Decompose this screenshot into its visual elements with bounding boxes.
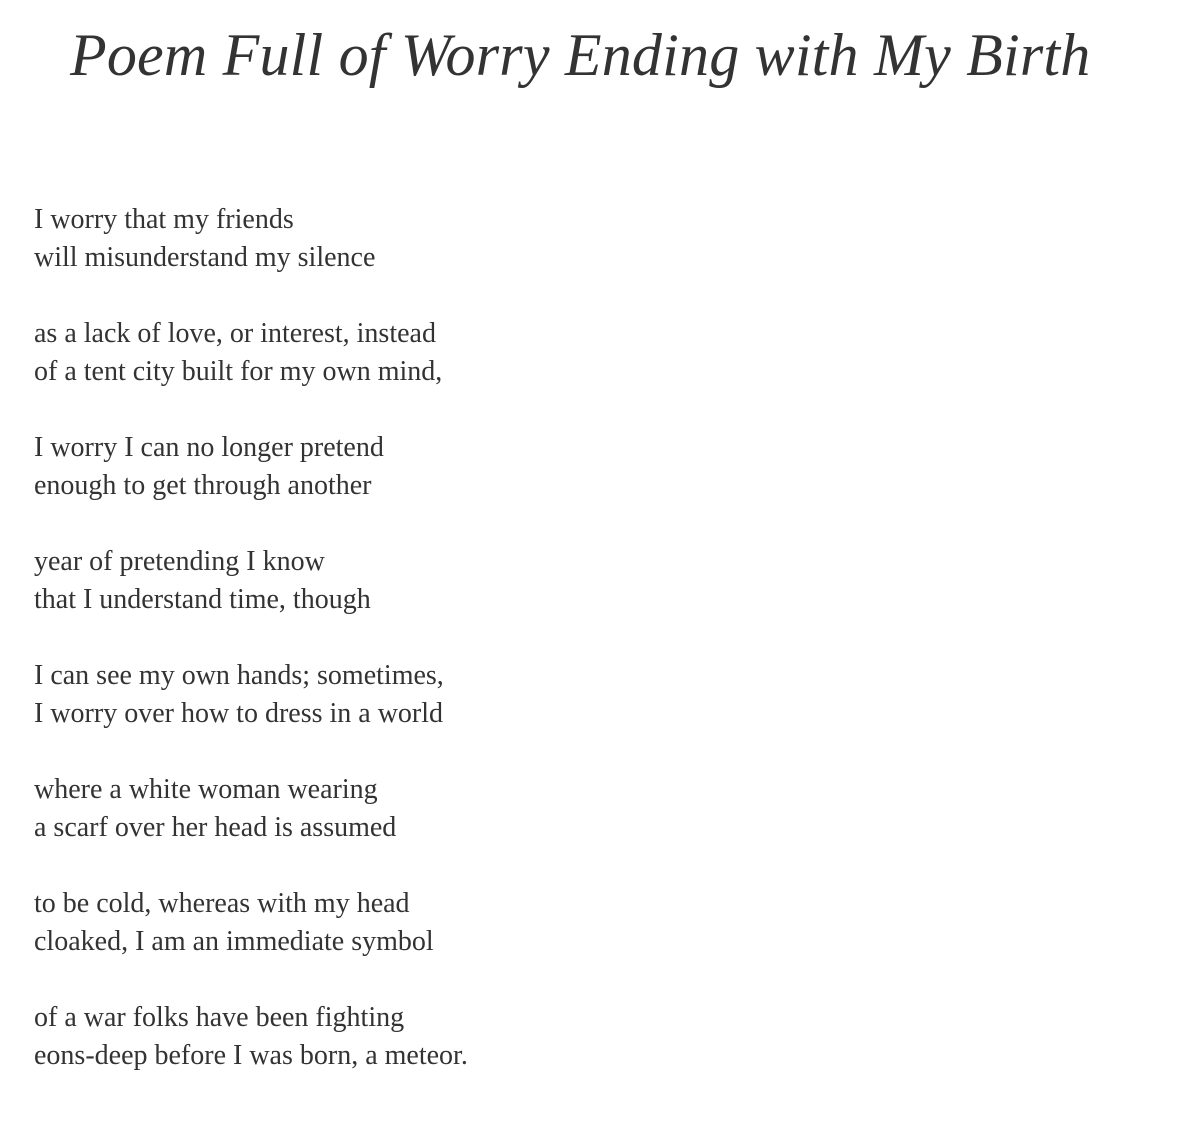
stanza — [34, 543, 468, 619]
stanza — [34, 315, 468, 391]
stanza — [34, 201, 468, 277]
poem-line: of a war folks have been fighting — [34, 1002, 405, 1033]
poem-line: I worry I can no longer pretend — [34, 432, 384, 463]
stanza — [34, 885, 468, 961]
stanza — [34, 999, 468, 1075]
poem-line: will misunderstand my silence — [34, 242, 376, 273]
stanza — [34, 771, 468, 847]
poem-line: to be cold, whereas with my head — [34, 888, 410, 919]
stanza — [34, 429, 468, 505]
poem-line: where a white woman wearing — [34, 774, 378, 805]
poem-line: as a lack of love, or interest, instead — [34, 318, 436, 349]
poem-line: I worry that my friends — [34, 204, 294, 235]
poem-line: I can see my own hands; sometimes, — [34, 660, 444, 691]
poem-line: of a tent city built for my own mind, — [34, 356, 443, 387]
poem-line: I worry over how to dress in a world — [34, 698, 444, 729]
poem-line: year of pretending I know — [34, 546, 325, 577]
stanza — [34, 657, 468, 733]
poem-title: Poem Full of Worry Ending with My Birth — [70, 22, 1091, 88]
poem-body — [34, 201, 468, 1075]
poem-line: eons-deep before I was born, a meteor. — [34, 1040, 468, 1071]
poem-line: that I understand time, though — [34, 584, 371, 615]
poem-line: cloaked, I am an immediate symbol — [34, 926, 434, 957]
poem-line: a scarf over her head is assumed — [34, 812, 397, 843]
poem-line: enough to get through another — [34, 470, 372, 501]
